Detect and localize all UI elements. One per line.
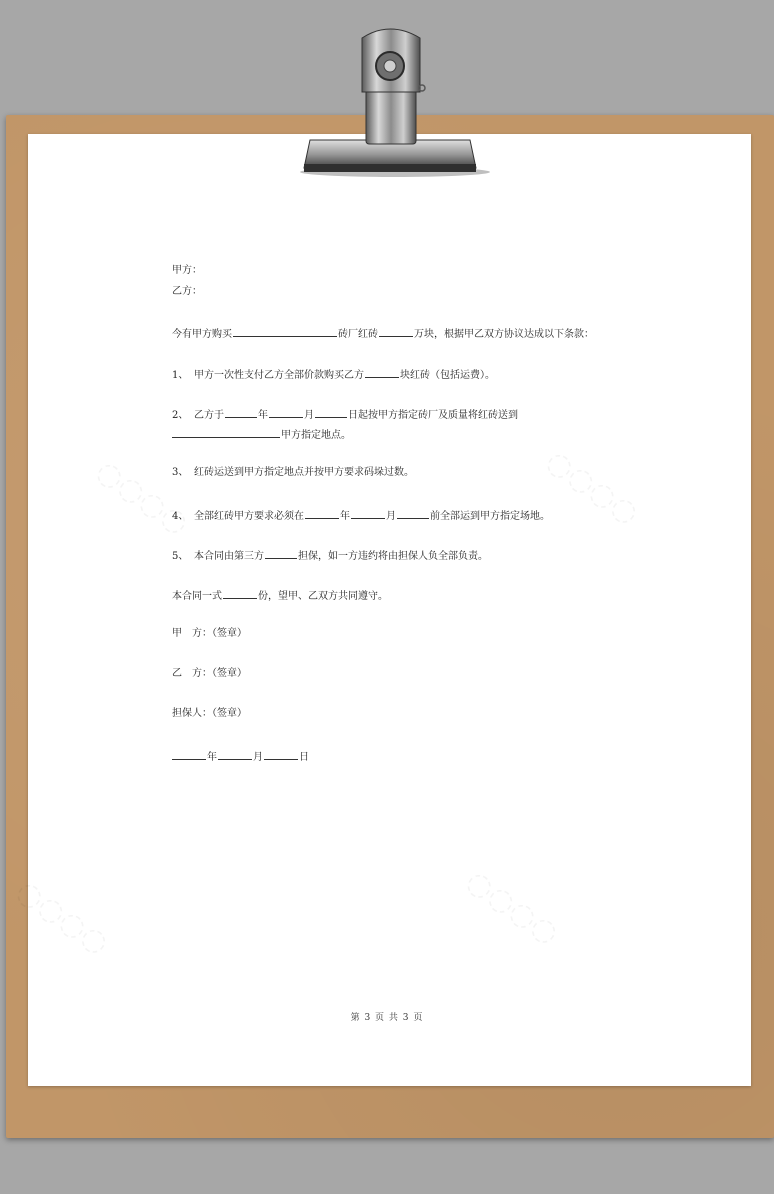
page-number-footer: 第 3 页 共 3 页 xyxy=(350,1013,424,1023)
blank-underline xyxy=(172,750,206,760)
clause-text: 甲方一次性支付乙方全部价款购买乙方 xyxy=(194,370,364,381)
clause-5 xyxy=(172,549,488,562)
copies-text: 份，望甲、乙双方共同遵守。 xyxy=(258,591,388,602)
clause-text: 本合同由第三方 xyxy=(194,551,264,562)
blank-underline xyxy=(379,327,413,337)
clause-text: 甲方指定地点。 xyxy=(281,430,351,441)
intro-text-2: 砖厂红砖 xyxy=(338,329,378,340)
copies-text: 本合同一式 xyxy=(172,591,222,602)
date-text: 月 xyxy=(253,752,263,763)
signature-party-a: 甲 方：（签章） xyxy=(172,628,247,639)
clause-text: 年 xyxy=(340,511,350,522)
blank-underline xyxy=(233,327,337,337)
blank-underline xyxy=(172,428,280,438)
clause-number: 5、 xyxy=(172,551,189,562)
signature-guarantor: 担保人：（签章） xyxy=(172,708,247,719)
party-b-line: 乙方： xyxy=(172,286,202,297)
clause-4 xyxy=(172,509,550,522)
clause-text: 块红砖（包括运费）。 xyxy=(400,370,495,381)
clause-number: 1、 xyxy=(172,370,189,381)
signature-party-b: 乙 方：（签章） xyxy=(172,668,247,679)
date-line xyxy=(172,750,309,763)
clause-text: 担保，如一方违约将由担保人负全部负责。 xyxy=(298,551,488,562)
clause-number: 4、 xyxy=(172,511,189,522)
blank-underline xyxy=(265,549,297,559)
clause-2 xyxy=(172,408,518,421)
clause-text: 月 xyxy=(386,511,396,522)
paper-sheet xyxy=(28,134,751,1086)
blank-underline xyxy=(223,589,257,599)
blank-underline xyxy=(264,750,298,760)
blank-underline xyxy=(397,509,429,519)
clause-text: 年 xyxy=(258,410,268,421)
intro-text-3: 万块，根据甲乙双方协议达成以下条款： xyxy=(414,329,594,340)
party-a-line: 甲方： xyxy=(172,265,202,276)
intro-text-1: 今有甲方购买 xyxy=(172,329,232,340)
clause-text: 乙方于 xyxy=(194,410,224,421)
copies-line xyxy=(172,589,388,602)
intro-line xyxy=(172,327,594,340)
clause-text: 红砖运送到甲方指定地点并按甲方要求码垛过数。 xyxy=(194,467,414,478)
clause-number: 2、 xyxy=(172,410,189,421)
date-text: 年 xyxy=(207,752,217,763)
clause-text: 前全部运到甲方指定场地。 xyxy=(430,511,550,522)
blank-underline xyxy=(351,509,385,519)
clause-text: 日起按甲方指定砖厂及质量将红砖送到 xyxy=(348,410,518,421)
blank-underline xyxy=(365,368,399,378)
clause-text: 全部红砖甲方要求必须在 xyxy=(194,511,304,522)
clause-1 xyxy=(172,368,495,381)
date-text: 日 xyxy=(299,752,309,763)
blank-underline xyxy=(305,509,339,519)
blank-underline xyxy=(269,408,303,418)
clause-3 xyxy=(172,468,414,478)
clause-text: 月 xyxy=(304,410,314,421)
blank-underline xyxy=(225,408,257,418)
blank-underline xyxy=(315,408,347,418)
clause-2-cont xyxy=(172,428,351,441)
blank-underline xyxy=(218,750,252,760)
clause-number: 3、 xyxy=(172,467,189,478)
